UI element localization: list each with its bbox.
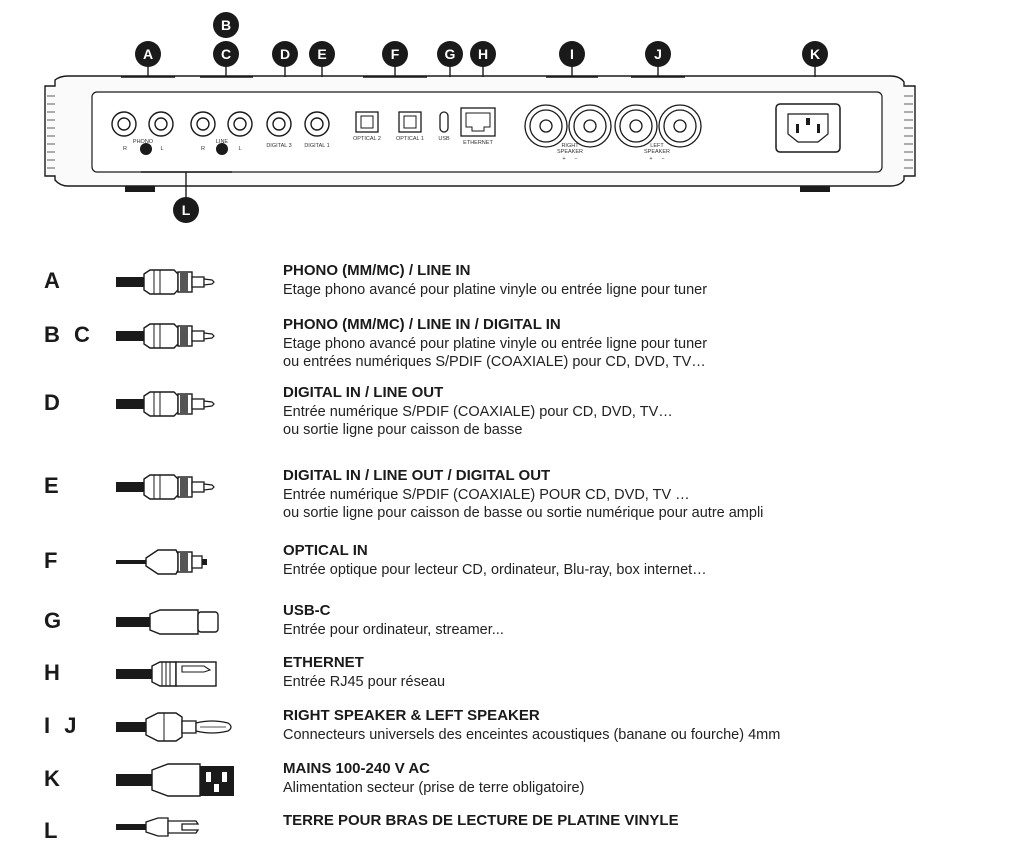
legend-title: OPTICAL IN (283, 542, 368, 559)
callout-B (213, 12, 239, 38)
legend-description (283, 403, 673, 439)
svg-text:L: L (181, 202, 191, 218)
legend-row (0, 542, 1018, 592)
svg-text:B: B (220, 17, 232, 33)
callout-K (802, 41, 828, 67)
rca-jack-phono-r (112, 112, 136, 136)
legend-description-line: Connecteurs universels des enceintes acoustiques (banane ou fourche) 4mm (283, 727, 781, 743)
rca-plug-icon (116, 467, 246, 507)
legend-description-line: Entrée optique pour lecteur CD, ordinateur, Blu-ray, box internet… (283, 562, 707, 578)
legend-description-line: Entrée pour ordinateur, streamer... (283, 622, 504, 638)
rca-jack-line-l (228, 112, 252, 136)
rca-plug-icon (116, 262, 246, 302)
legend-title: PHONO (MM/MC) / LINE IN / DIGITAL IN (283, 316, 561, 333)
legend-description (283, 621, 504, 639)
legend-title: RIGHT SPEAKER & LEFT SPEAKER (283, 707, 540, 724)
callout-H (470, 41, 496, 67)
legend-letter: I J (44, 713, 81, 738)
port-label-minus-left: − (661, 156, 665, 162)
port-label-left-2: SPEAKER (644, 149, 670, 155)
callout-A (135, 41, 161, 67)
rca-jack-digital-3 (267, 112, 291, 136)
legend-row (0, 467, 1018, 521)
optical-port-2 (356, 112, 378, 132)
usb-c-port (440, 112, 448, 132)
legend-row (0, 262, 1018, 312)
port-label-l-phono: L (160, 146, 164, 152)
port-label-digital3: DIGITAL 3 (266, 143, 292, 149)
svg-text:J: J (654, 46, 662, 62)
rca-jack-line-r (191, 112, 215, 136)
port-label-r-line: R (201, 146, 205, 152)
legend-description-line: Etage phono avancé pour platine vinyle ou entrée ligne pour tuner (283, 336, 708, 352)
callout-F (382, 41, 408, 67)
legend-description (283, 281, 707, 299)
legend-row (0, 654, 1018, 704)
callout-G (437, 41, 463, 67)
legend-description-line: Entrée RJ45 pour réseau (283, 674, 446, 690)
legend-title: ETHERNET (283, 654, 364, 671)
port-label-plus-right: + (562, 156, 566, 162)
legend-description (283, 779, 584, 797)
port-label-usb: USB (438, 136, 450, 142)
rca-plug-icon (116, 316, 246, 356)
svg-text:H: H (477, 46, 489, 62)
legend-description (283, 673, 445, 691)
legend-row (0, 602, 1018, 652)
legend-row (0, 707, 1018, 757)
port-label-right-2: SPEAKER (557, 149, 583, 155)
legend-row (0, 812, 1018, 862)
port-label-minus-right: − (574, 156, 578, 162)
legend-title: USB-C (283, 602, 331, 619)
svg-text:K: K (809, 46, 821, 62)
legend-description-line: Etage phono avancé pour platine vinyle ou entrée ligne pour tuner (283, 282, 708, 298)
port-label-phono: PHONO (132, 139, 154, 145)
legend-title: MAINS 100-240 V AC (283, 760, 430, 777)
optical-plug-icon (116, 542, 246, 582)
svg-text:D: D (279, 46, 291, 62)
port-label-l-line: L (238, 146, 242, 152)
legend-row (0, 316, 1018, 370)
port-label-right-1: RIGHT (561, 143, 579, 149)
legend-letter: H (44, 660, 64, 685)
legend-description-line: ou entrées numériques S/PDIF (COAXIALE) pour CD, DVD, TV… (283, 354, 706, 370)
ethernet-plug-icon (116, 654, 246, 694)
legend-letter: F (44, 548, 62, 573)
legend-title: TERRE POUR BRAS DE LECTURE DE PLATINE VINYLE (283, 812, 679, 829)
callout-I (559, 41, 585, 67)
rca-jack-digital-1 (305, 112, 329, 136)
rear-panel-diagram (0, 0, 1018, 230)
legend-letter: B C (44, 322, 94, 347)
callout-E (309, 41, 335, 67)
banana-plug-icon (116, 707, 246, 747)
port-label-r-phono: R (123, 146, 127, 152)
legend-letter: K (44, 766, 64, 791)
mains-plug-icon (116, 760, 246, 800)
svg-text:C: C (220, 46, 232, 62)
legend-description (283, 335, 707, 371)
callout-D (272, 41, 298, 67)
legend-description (283, 561, 707, 579)
legend-row (0, 760, 1018, 810)
port-label-plus-left: + (649, 156, 653, 162)
port-label-line: LINE (215, 139, 229, 145)
port-label-optical1: OPTICAL 1 (396, 136, 424, 142)
port-label-optical2: OPTICAL 2 (353, 136, 381, 142)
legend-letter: E (44, 473, 63, 498)
usb-c-plug-icon (116, 602, 246, 642)
legend-row (0, 384, 1018, 438)
legend-description (283, 726, 780, 744)
legend-title: PHONO (MM/MC) / LINE IN (283, 262, 471, 279)
legend-title: DIGITAL IN / LINE OUT (283, 384, 444, 401)
legend-description-line: Entrée numérique S/PDIF (COAXIALE) pour CD, DVD, TV… (283, 404, 673, 420)
legend-description-line: ou sortie ligne pour caisson de basse (283, 422, 523, 438)
port-label-left-1: LEFT (650, 143, 664, 149)
callout-C (213, 41, 239, 67)
svg-text:G: G (444, 46, 456, 62)
legend-description-line: ou sortie ligne pour caisson de basse ou sortie numérique pour autre ampli (283, 505, 764, 521)
legend-description-line: Entrée numérique S/PDIF (COAXIALE) POUR CD, DVD, TV … (283, 487, 690, 503)
callout-L (173, 197, 199, 223)
svg-text:A: A (142, 46, 154, 62)
legend-letter: D (44, 390, 64, 415)
callout-J (645, 41, 671, 67)
ethernet-port (461, 108, 495, 136)
legend-letter: A (44, 268, 64, 293)
svg-text:E: E (317, 46, 327, 62)
legend-letter: L (44, 818, 62, 843)
legend-title: DIGITAL IN / LINE OUT / DIGITAL OUT (283, 467, 551, 484)
rca-jack-phono-l (149, 112, 173, 136)
legend-letter: G (44, 608, 66, 633)
svg-text:I: I (570, 46, 574, 62)
svg-text:F: F (390, 46, 400, 62)
port-label-ethernet: ETHERNET (463, 140, 493, 146)
legend-description (283, 486, 763, 522)
mains-iec-socket (776, 104, 840, 152)
ground-spade-icon (116, 812, 246, 852)
legend-description-line: Alimentation secteur (prise de terre obligatoire) (283, 780, 585, 796)
port-label-digital1: DIGITAL 1 (304, 143, 330, 149)
rca-plug-icon (116, 384, 246, 424)
optical-port-1 (399, 112, 421, 132)
